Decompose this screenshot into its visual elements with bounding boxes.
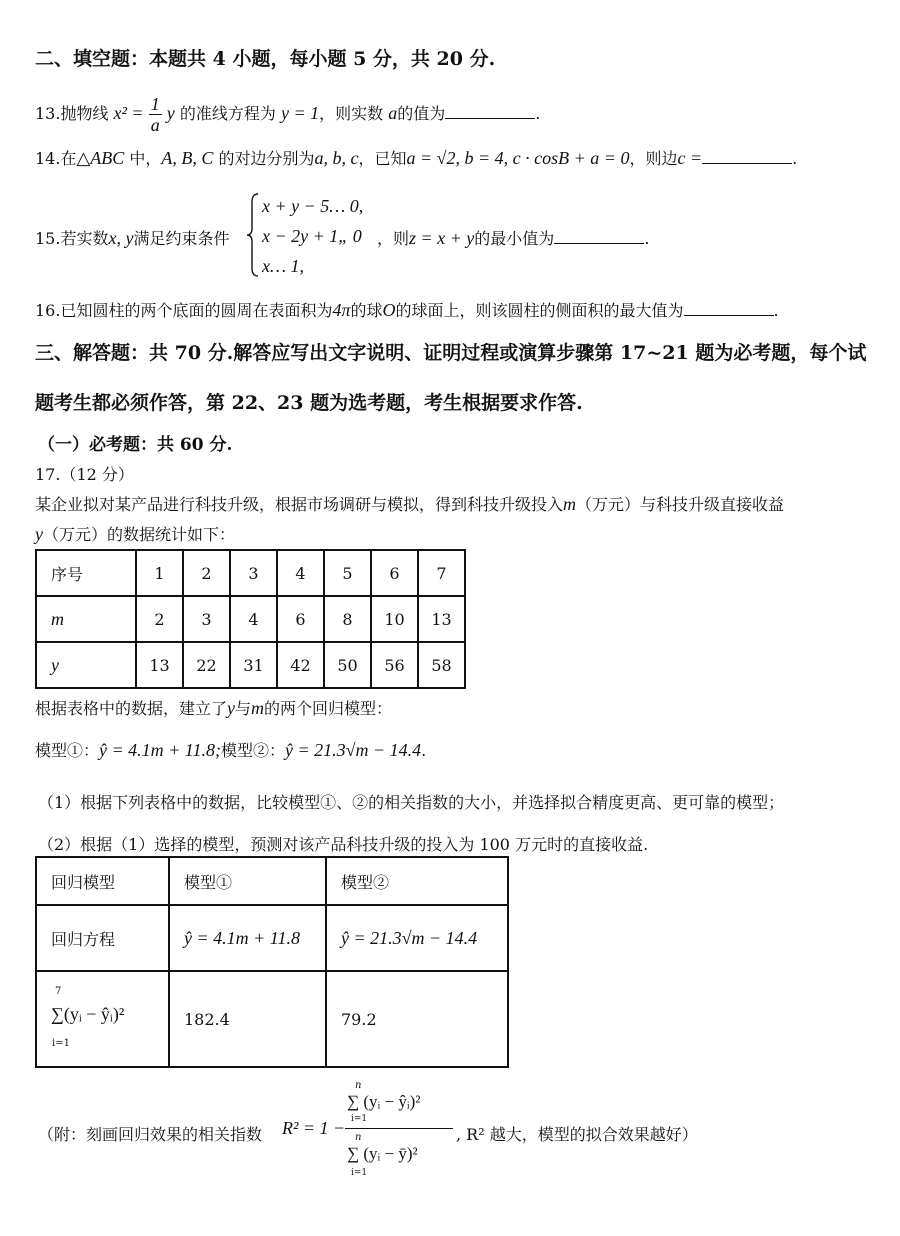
q17-data-table [35, 549, 466, 689]
table-cell: 31 [230, 642, 277, 688]
table-cell: 3 [183, 596, 230, 642]
part1-heading: （一）必考题：共 60 分. [38, 435, 233, 455]
table-cell: 3 [230, 550, 277, 596]
note-den-lower: i=1 [351, 1168, 368, 1178]
q17-intro-b: （万元）与科技升级直接收益 [576, 495, 785, 514]
sum-lower: i=1 [52, 1038, 70, 1049]
note-formula-lhs: R² = 1 − [282, 1118, 346, 1138]
after-table-y: y [227, 698, 236, 718]
q14-mid3: ，已知 [358, 149, 407, 168]
q15-prefix: 15.若实数 [35, 229, 109, 248]
table-row [36, 971, 508, 1067]
q16-ball: O [382, 300, 396, 320]
q15-rest [377, 226, 649, 249]
table-cell: 56 [371, 642, 418, 688]
sum-label-cell [36, 971, 169, 1067]
q17-intro-a: 某企业拟对某产品进行科技升级，根据市场调研与模拟，得到科技升级投入 [35, 495, 564, 514]
q15-answer-blank [554, 227, 644, 244]
q14-mid2: 的对边分别为 [213, 149, 315, 168]
q16-answer-blank [684, 299, 774, 316]
model1-equation: ŷ = 4.1m + 11.8; [99, 740, 221, 760]
q14-period: . [792, 149, 798, 168]
header-cell: 模型② [326, 857, 508, 905]
q13-end: 的值为 [397, 104, 446, 123]
sum-upper: 7 [55, 986, 62, 997]
note-numerator: ∑ (yᵢ − ŷᵢ)² [347, 1092, 421, 1111]
eq2-cell: ŷ = 21.3√m − 14.4 [326, 905, 508, 971]
q17-intro-y: y [35, 524, 43, 544]
note-num-upper: n [355, 1080, 362, 1091]
q13-frac-den: a [150, 115, 160, 135]
q13-fraction [149, 94, 162, 135]
q15-end: 的最小值为 [474, 229, 555, 248]
q13-cond: y = 1 [280, 103, 320, 123]
header-cell: 回归模型 [36, 857, 169, 905]
q13-var: a [388, 103, 398, 123]
section3-heading-line1: 三、解答题：共 70 分.解答应写出文字说明、证明过程或演算步骤第 17~21 题为必考题，每个试 [35, 342, 867, 364]
q17-intro-m: m [563, 494, 577, 514]
table-cell: 2 [183, 550, 230, 596]
table-cell: 1 [136, 550, 183, 596]
q17-part1: （1）根据下列表格中的数据，比较模型①、②的相关指数的大小，并选择拟合精度更高、更可靠的模型； [38, 793, 785, 812]
after-table-c: 的两个回归模型： [264, 699, 393, 718]
table-cell: 10 [371, 596, 418, 642]
q15-constraint-1: x + y − 5… 0, [262, 196, 364, 216]
q17-after-table [35, 696, 392, 719]
note-denominator: ∑ (yᵢ − ȳ)² [347, 1144, 418, 1163]
model2-label: 模型②： [220, 741, 285, 760]
q15-after: ，则 [377, 229, 410, 248]
q15-constraint-3: x… 1, [262, 256, 304, 276]
section3-heading-line2: 题考生都必须作答，第 22、23 题为选考题，考生根据要求作答. [35, 392, 583, 414]
q17-models-line [35, 738, 426, 761]
q13-mid: 的准线方程为 [174, 104, 276, 123]
row-label: y [36, 642, 136, 688]
q15-constraint-2: x − 2y + 1„ 0 [262, 226, 362, 246]
eq1-cell: ŷ = 4.1m + 11.8 [169, 905, 326, 971]
q14-prefix: 14.在 [35, 149, 77, 168]
table-row [36, 857, 508, 905]
table-cell: 6 [371, 550, 418, 596]
question-13 [35, 94, 540, 135]
q14-ask: c = [677, 148, 703, 168]
q15-target: z = x + y [409, 228, 475, 248]
q16-period: . [773, 301, 779, 320]
table-cell: 22 [183, 642, 230, 688]
table-cell: 2 [136, 596, 183, 642]
q14-triangle: △ABC [76, 148, 125, 168]
q17-intro-line2 [35, 522, 235, 545]
q13-frac-num: 1 [150, 94, 160, 114]
eq-label-cell: 回归方程 [36, 905, 169, 971]
header-cell: 模型① [169, 857, 326, 905]
model1-label: 模型①： [35, 741, 100, 760]
q13-answer-blank [445, 102, 535, 119]
q15-brace [246, 192, 260, 278]
q15-period: . [644, 229, 650, 248]
table-row [36, 642, 465, 688]
table-cell: 13 [136, 642, 183, 688]
after-table-a: 根据表格中的数据，建立了 [35, 699, 228, 718]
q15-vars: x, y [108, 228, 134, 248]
note-num-lower: i=1 [351, 1114, 368, 1124]
table-cell: 7 [418, 550, 465, 596]
q17-intro-c: （万元）的数据统计如下： [43, 525, 236, 544]
fraction-bar [345, 1128, 453, 1129]
table-cell: 4 [277, 550, 324, 596]
q17-model-table [35, 856, 509, 1068]
table-cell: 5 [324, 550, 371, 596]
value-model1: 182.4 [169, 971, 326, 1067]
q14-mid4: ，则边 [629, 149, 678, 168]
note-den-upper: n [355, 1132, 362, 1143]
q15-prefix-line [35, 226, 229, 249]
question-16 [35, 298, 779, 321]
row-label: 序号 [36, 550, 136, 596]
q14-sides: a, b, c [314, 148, 359, 168]
q15-mid: 满足约束条件 [133, 229, 230, 248]
q13-period: . [535, 104, 541, 123]
q13-eq-rhs: y [166, 103, 175, 123]
q14-vars: A, B, C [161, 148, 214, 168]
table-cell: 13 [418, 596, 465, 642]
table-cell: 42 [277, 642, 324, 688]
model2-equation: ŷ = 21.3√m − 14.4 [284, 740, 422, 760]
question-14 [35, 146, 797, 169]
after-table-b: 与 [235, 699, 252, 718]
table-row [36, 905, 508, 971]
table-row [36, 550, 465, 596]
q16-area: 4π [332, 300, 351, 320]
table-cell: 50 [324, 642, 371, 688]
q17-part2: （2）根据（1）选择的模型，预测对该产品科技升级的投入为 100 万元时的直接收益. [38, 835, 649, 854]
q16-prefix: 16.已知圆柱的两个底面的圆周在表面积为 [35, 301, 333, 320]
sum-label: ∑(yᵢ − ŷᵢ)² [51, 1004, 125, 1024]
q16-end: 的球面上，则该圆柱的侧面积的最大值为 [395, 301, 684, 320]
table-cell: 8 [324, 596, 371, 642]
q13-prefix: 13.抛物线 [35, 104, 109, 123]
value-model2: 79.2 [326, 971, 508, 1067]
table-cell: 4 [230, 596, 277, 642]
q14-answer-blank [702, 147, 792, 164]
q17-intro-line1 [35, 492, 784, 515]
q16-mid: 的球 [350, 301, 383, 320]
q13-eq-lhs: x² = [113, 103, 144, 123]
table-row [36, 596, 465, 642]
models-end: . [421, 741, 427, 760]
q14-given: a = √2, b = 4, c · cosB + a = 0 [406, 148, 630, 168]
q13-suffix: ，则实数 [319, 104, 384, 123]
note-prefix: （附：刻画回归效果的相关指数 [38, 1125, 263, 1144]
section2-heading: 二、填空题：本题共 4 小题，每小题 5 分，共 20 分. [35, 48, 496, 70]
table-cell: 58 [418, 642, 465, 688]
q14-mid1: 中， [124, 149, 162, 168]
q17-number: 17.（12 分） [35, 465, 134, 484]
note-fraction [345, 1080, 453, 1184]
row-label: m [36, 596, 136, 642]
note-suffix: , R² 越大，模型的拟合效果越好） [456, 1125, 698, 1144]
table-cell: 6 [277, 596, 324, 642]
after-table-m: m [251, 698, 265, 718]
